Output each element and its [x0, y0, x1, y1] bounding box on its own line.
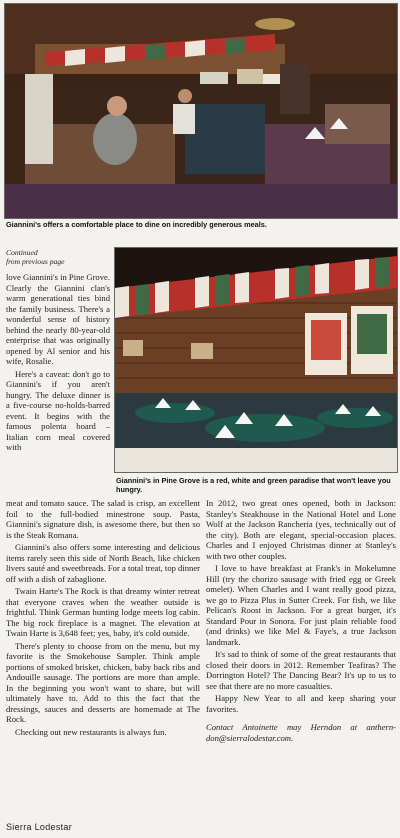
top-photo-caption: Giannini's offers a comfortable place to dine on incredibly generous meals. [6, 220, 267, 229]
right-column-bottom [206, 498, 396, 745]
continued-line2: from previous page [6, 257, 65, 266]
paragraph: meat and tomato sauce. The salad is crisp, an excellent foil to the full-bodied minestrone soup. Pasta, Giannini's signature dish, is awesome there, but then so is the Steak Romana. [6, 498, 200, 540]
paragraph: love Giannini's in Pine Grove. Clearly the Giannini clan's warm generational ties bind the family business. There's a wonderful sense of history behind the nearly 80-year-old enterprise that was originally opened by Al senior and his wife, Rosalie. [6, 272, 110, 366]
paragraph: Here's a caveat: don't go to Giannini's if you aren't hungry. The deluxe dinner is a five-course no-holds-barred event. It begins with the famous polenta board – Italian corn meal covered with [6, 368, 110, 452]
continued-note [6, 248, 110, 266]
paragraph: It's sad to think of some of the great restaurants that closed their doors in 2012. Remember Teafiras? The Dorrington Hotel? The Dancing Bear? It's up to us to see that there are no more casualties. [206, 649, 396, 691]
paragraph: Happy New Year to all and keep sharing your favorites. [206, 693, 396, 714]
left-column-intro [6, 272, 110, 455]
paragraph: Giannini's also offers some interesting and delicious items rarely seen this side of North Beach, like chicken livers sauté and sweetbreads. For a total treat, top dinner off with a dish of zabaglione. [6, 542, 201, 584]
publication-footer: Sierra Lodestar [6, 822, 73, 832]
top-photo [4, 3, 398, 219]
paragraph: There's plenty to choose from on the menu, but my favorite is the Smokehouse Sampler. Think ample portions of smoked brisket, chicken, baby back ribs and Andouille sausage. The portions are more than ample. In the beginning you won't want to share, but will ultimately have to. Add to this the fact that the dressings, sauces and desserts are homemade at The Rock. [6, 640, 200, 724]
middle-photo [114, 247, 398, 473]
contact-line: Contact Antoinette may Herndon at anthern-don@sierralodestar.com. [206, 722, 396, 743]
continued-line1: Continued [6, 248, 38, 257]
paragraph: In 2012, two great ones opened, both in Jackson: Stanley's Steakhouse in the National Hotel and Lone Wolf at the Jackson Rancheria (yes, technically out of the city). Both are elegant, special-occasion places. Charles and I enjoyed Christmas dinner at Stanley's with two other couples. [206, 498, 396, 561]
left-column-bottom [6, 498, 200, 739]
paragraph: I love to have breakfast at Frank's in Mokelumne Hill (try the chorizo sausage with fried egg or Greek omelet). When Charles and I want really good pizza, we go to Pizza Plus in Sutter Creek. For fish, we like Pelican's Roost in Jackson. For a great burger, it's Standard Pour in Sonora. For just plain reliable food (and drinks) we like Mel & Faye's, a true Jackson landmark. [206, 563, 396, 647]
paragraph: Twain Harte's The Rock is that dreamy winter retreat that everyone craves when the weather outside is frightful. Think German hunting lodge meets log cabin. The big rock fireplace is a magnet. The elevation at Twain Harte is 3,648 feet; yes, baby, it's cold outside. [6, 586, 200, 638]
paragraph: Checking out new restaurants is always fun. [15, 726, 167, 737]
middle-photo-caption: Giannini's in Pine Grove is a red, white and green paradise that won't leave you hungry. [116, 476, 391, 494]
